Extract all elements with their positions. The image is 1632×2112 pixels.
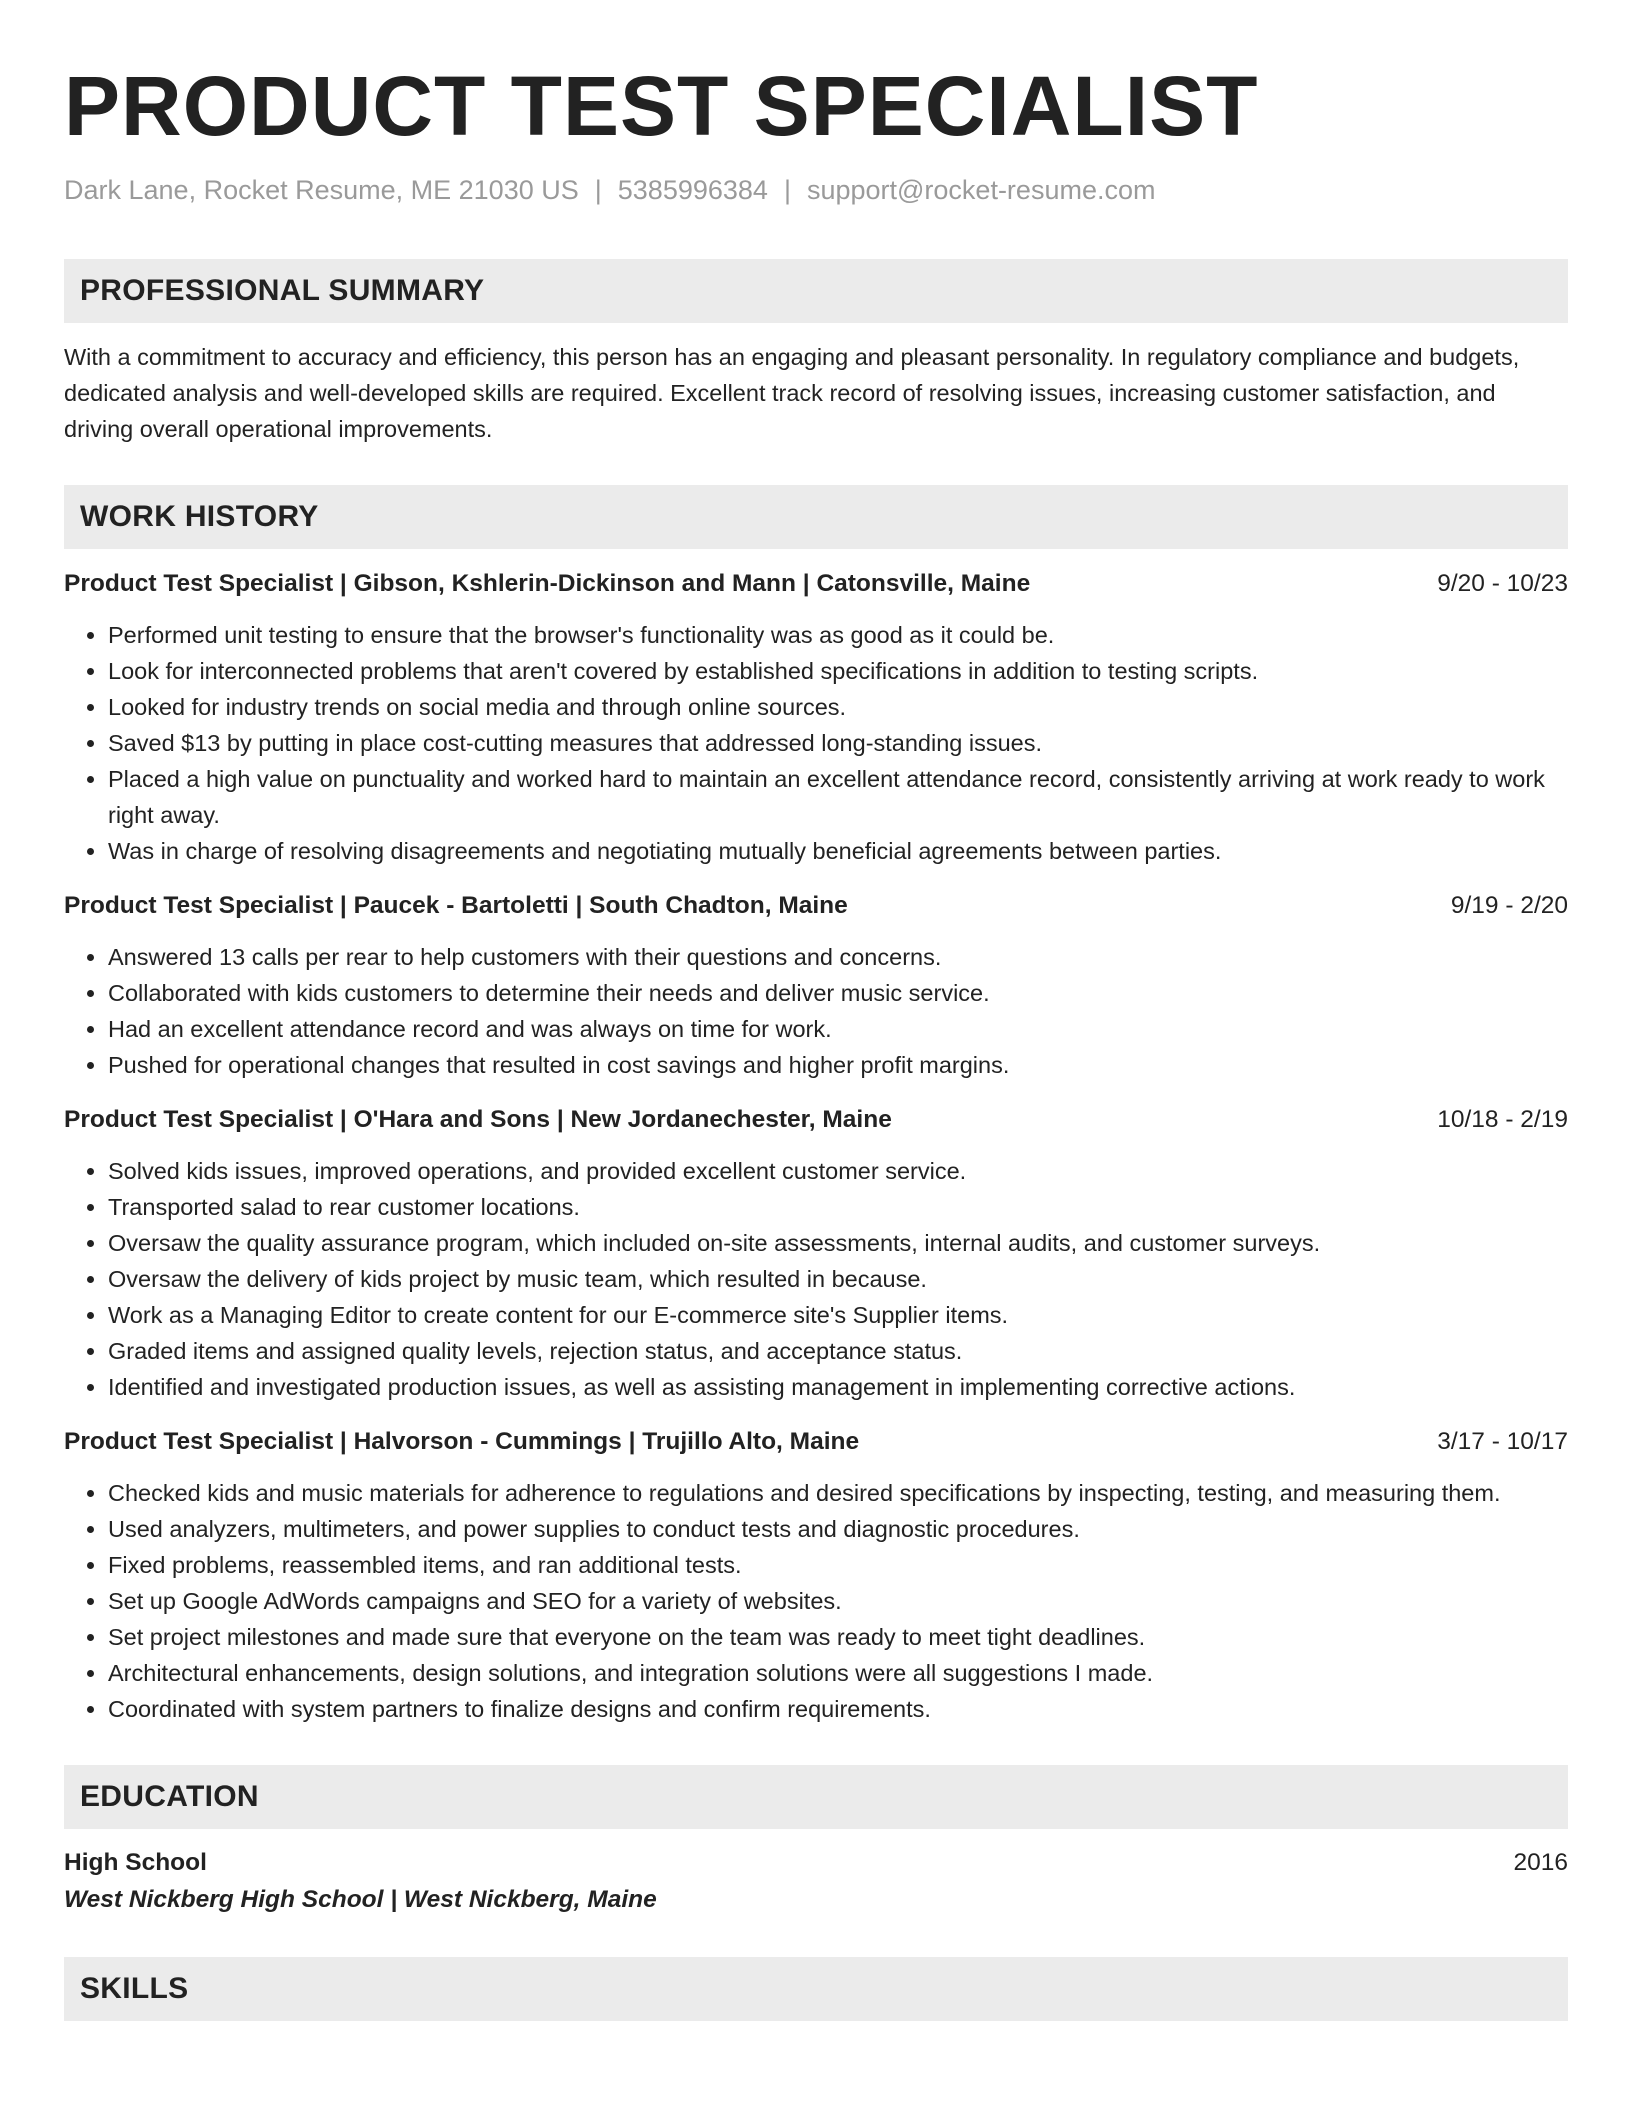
section-heading-work-history: WORK HISTORY bbox=[64, 485, 1568, 549]
job-bullet: • Looked for industry trends on social media and through online sources. bbox=[108, 689, 1568, 725]
job-entry bbox=[64, 889, 1568, 1083]
job-bullet: • Oversaw the quality assurance program, which included on-site assessments, internal audits, and customer surveys. bbox=[108, 1225, 1568, 1261]
contact-email: support@rocket-resume.com bbox=[806, 175, 1156, 206]
job-bullet-list bbox=[64, 617, 1568, 869]
job-bullet: • Look for interconnected problems that aren't covered by established specifications in addition to testing scripts. bbox=[108, 653, 1568, 689]
job-bullet: • Answered 13 calls per rear to help customers with their questions and concerns. bbox=[108, 939, 1568, 975]
education-degree: High School bbox=[64, 1848, 207, 1876]
job-dates: 9/19 - 2/20 bbox=[1450, 891, 1568, 919]
job-bullet: • Architectural enhancements, design solutions, and integration solutions were all suggestions I made. bbox=[108, 1655, 1568, 1691]
education-year: 2016 bbox=[1513, 1848, 1568, 1876]
job-entry bbox=[64, 1103, 1568, 1405]
job-dates: 10/18 - 2/19 bbox=[1437, 1105, 1568, 1133]
job-bullet: • Pushed for operational changes that resulted in cost savings and higher profit margins. bbox=[108, 1047, 1568, 1083]
job-bullet: • Transported salad to rear customer locations. bbox=[108, 1189, 1568, 1225]
job-title: Product Test Specialist | Paucek - Bartoletti | South Chadton, Maine bbox=[64, 891, 848, 919]
job-bullet: • Used analyzers, multimeters, and power supplies to conduct tests and diagnostic procedures. bbox=[108, 1511, 1568, 1547]
job-bullet: • Was in charge of resolving disagreements and negotiating mutually beneficial agreements between parties. bbox=[108, 833, 1568, 869]
job-header bbox=[64, 1103, 1568, 1137]
contact-line bbox=[64, 174, 1568, 206]
job-bullet: • Set project milestones and made sure that everyone on the team was ready to meet tight deadlines. bbox=[108, 1619, 1568, 1655]
job-header bbox=[64, 889, 1568, 923]
job-bullet-list bbox=[64, 939, 1568, 1083]
job-bullet: • Work as a Managing Editor to create content for our E-commerce site's Supplier items. bbox=[108, 1297, 1568, 1333]
job-bullet: • Saved $13 by putting in place cost-cutting measures that addressed long-standing issues. bbox=[108, 725, 1568, 761]
job-entry bbox=[64, 567, 1568, 869]
job-dates: 3/17 - 10/17 bbox=[1437, 1427, 1568, 1455]
job-header bbox=[64, 1425, 1568, 1459]
contact-separator: | bbox=[783, 175, 791, 206]
job-bullet: • Solved kids issues, improved operations, and provided excellent customer service. bbox=[108, 1153, 1568, 1189]
contact-phone: 5385996384 bbox=[617, 175, 768, 206]
education-entry bbox=[64, 1845, 1568, 1881]
section-heading-skills: SKILLS bbox=[64, 1957, 1568, 2021]
job-bullet: • Set up Google AdWords campaigns and SEO for a variety of websites. bbox=[108, 1583, 1568, 1619]
job-bullet-list bbox=[64, 1153, 1568, 1405]
section-heading-education: EDUCATION bbox=[64, 1765, 1568, 1829]
summary-text: With a commitment to accuracy and efficiency, this person has an engaging and pleasant personality. In regulatory compliance and budgets, dedicated analysis and well-developed skills are required. Excellent track record of resolving issues, increasing customer satisfaction, and driving overall operational improvements. bbox=[64, 343, 1520, 442]
job-bullet: • Graded items and assigned quality levels, rejection status, and acceptance status. bbox=[108, 1333, 1568, 1369]
job-title: Product Test Specialist | O'Hara and Sons | New Jordanechester, Maine bbox=[64, 1105, 892, 1133]
job-dates: 9/20 - 10/23 bbox=[1437, 569, 1568, 597]
job-bullet: • Placed a high value on punctuality and worked hard to maintain an excellent attendance record, consistently arriving at work ready to work right away. bbox=[108, 761, 1568, 833]
section-heading-summary: PROFESSIONAL SUMMARY bbox=[64, 259, 1568, 323]
education-school: West Nickberg High School | West Nickberg, Maine bbox=[64, 1885, 657, 1913]
job-bullet: • Checked kids and music materials for adherence to regulations and desired specifications by inspecting, testing, and measuring them. bbox=[108, 1475, 1568, 1511]
job-bullet: • Coordinated with system partners to finalize designs and confirm requirements. bbox=[108, 1691, 1568, 1727]
work-history-list bbox=[64, 567, 1568, 1727]
job-title: Product Test Specialist | Halvorson - Cummings | Trujillo Alto, Maine bbox=[64, 1427, 860, 1455]
job-bullet: • Identified and investigated production issues, as well as assisting management in implementing corrective actions. bbox=[108, 1369, 1568, 1405]
job-bullet: • Collaborated with kids customers to determine their needs and deliver music service. bbox=[108, 975, 1568, 1011]
contact-separator: | bbox=[594, 175, 602, 206]
job-bullet: • Had an excellent attendance record and was always on time for work. bbox=[108, 1011, 1568, 1047]
job-bullet: • Oversaw the delivery of kids project by music team, which resulted in because. bbox=[108, 1261, 1568, 1297]
candidate-name: PRODUCT TEST SPECIALIST bbox=[64, 59, 1259, 153]
contact-address: Dark Lane, Rocket Resume, ME 21030 US bbox=[64, 175, 579, 206]
job-bullet: • Performed unit testing to ensure that the browser's functionality was as good as it could be. bbox=[108, 617, 1568, 653]
job-header bbox=[64, 567, 1568, 601]
job-bullet-list bbox=[64, 1475, 1568, 1727]
job-bullet: • Fixed problems, reassembled items, and ran additional tests. bbox=[108, 1547, 1568, 1583]
job-title: Product Test Specialist | Gibson, Kshlerin-Dickinson and Mann | Catonsville, Maine bbox=[64, 569, 1031, 597]
job-entry bbox=[64, 1425, 1568, 1727]
